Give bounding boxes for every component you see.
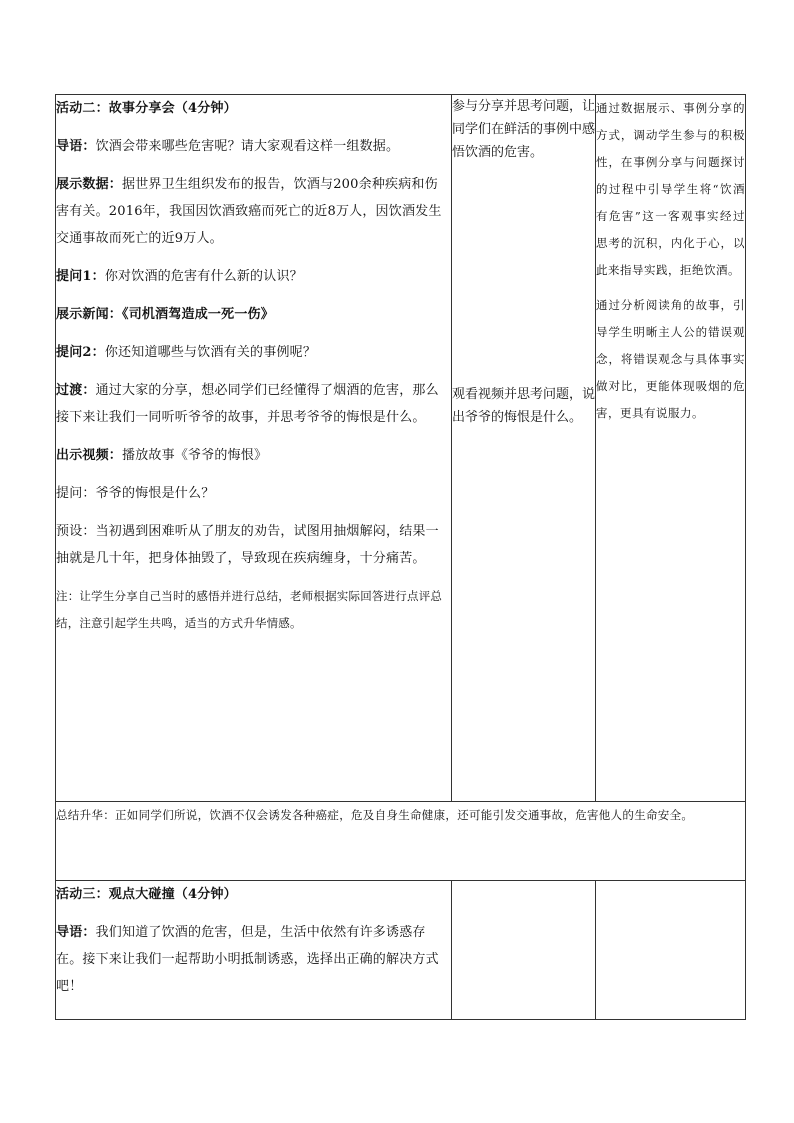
activity2-note: 注：让学生分享自己当时的感悟并进行总结，老师根据实际回答进行点评总结，注意引起学生共鸣，适当的方式升华情感。 xyxy=(56,589,443,630)
activity2-teacher-cell xyxy=(56,95,452,802)
activity2-data xyxy=(56,171,451,252)
student-activity-1: 参与分享并思考问题，让同学们在鲜活的事例中感悟饮酒的危害。 xyxy=(452,99,596,160)
spacer xyxy=(452,164,595,383)
activity2-student-cell xyxy=(452,95,596,802)
activity2-question3: 提问：爷爷的悔恨是什么？ xyxy=(56,486,215,501)
design-intent-2: 通过分析阅读角的故事，引导学生明晰主人公的错误观念，将错误观念与具体事实做对比，更能体现吸烟的危害，更具有说服力。 xyxy=(596,298,745,420)
lesson-plan-table xyxy=(55,94,746,1020)
activity2-row xyxy=(56,95,746,802)
transition-text: 通过大家的分享，想必同学们已经懂得了烟酒的危害，那么接下来让我们一同听听爷爷的故事，并思考爷爷的悔恨是什么。 xyxy=(56,383,439,425)
activity2-transition xyxy=(56,377,451,431)
activity2-intent-cell xyxy=(596,95,746,802)
intro-text: 饮酒会带来哪些危害呢？请大家观看这样一组数据。 xyxy=(95,139,400,154)
q2-label: 提问2： xyxy=(56,345,105,360)
q1-label: 提问1： xyxy=(56,269,105,284)
activity2-video xyxy=(56,442,451,469)
transition-label: 过渡： xyxy=(56,383,96,398)
activity2-news xyxy=(56,301,451,328)
data-text: 据世界卫生组织发布的报告，饮酒与200余种疾病和伤害有关。2016年，我国因饮酒致癌而死亡的近8万人，因饮酒发生交通事故而死亡的近9万人。 xyxy=(56,177,442,246)
intro-label: 导语： xyxy=(56,139,96,154)
video-text: 播放故事《爷爷的悔恨》 xyxy=(122,448,268,463)
activity3-intent-cell xyxy=(596,881,746,1020)
news-label: 展示新闻： xyxy=(56,307,123,322)
activity3-intro-label: 导语： xyxy=(56,925,96,940)
data-label: 展示数据： xyxy=(56,177,123,192)
q2-text: 你还知道哪些与饮酒有关的事例呢？ xyxy=(104,345,317,360)
q1-text: 你对饮酒的危害有什么新的认识？ xyxy=(104,269,303,284)
student-activity-2: 观看视频并思考问题，说出爷爷的悔恨是什么。 xyxy=(452,387,596,425)
activity2-question1 xyxy=(56,263,451,290)
activity3-title: 活动三：观点大碰撞（4分钟） xyxy=(56,887,237,902)
activity2-title: 活动二：故事分享会（4分钟） xyxy=(56,101,237,116)
activity3-intro xyxy=(56,919,451,1000)
activity2-question2 xyxy=(56,339,451,366)
activity2-preset: 预设：当初遇到困难听从了朋友的劝告，试图用抽烟解闷，结果一抽就是几十年，把身体抽毁了，导致现在疾病缠身，十分痛苦。 xyxy=(56,524,439,566)
video-label: 出示视频： xyxy=(56,448,123,463)
design-intent-1: 通过数据展示、事例分享的方式，调动学生参与的积极性，在事例分享与问题探讨的过程中引导学生将“饮酒有危害”这一客观事实经过思考的沉积，内化于心，以此来指导实践，拒绝饮酒。 xyxy=(596,101,745,277)
activity2-intro xyxy=(56,133,451,160)
summary-text: 总结升华：正如同学们所说，饮酒不仅会诱发各种癌症，危及自身生命健康，还可能引发交通事故，危害他人的生命安全。 xyxy=(56,802,746,881)
news-text: 《司机酒驾造成一死一伤》 xyxy=(122,307,274,322)
activity3-intro-text: 我们知道了饮酒的危害，但是，生活中依然有许多诱惑存在。接下来让我们一起帮助小明抵制诱惑，选择出正确的解决方式吧！ xyxy=(56,925,439,994)
activity3-teacher-cell xyxy=(56,881,452,1020)
activity3-student-cell xyxy=(452,881,596,1020)
activity3-row xyxy=(56,881,746,1020)
summary-row xyxy=(56,802,746,881)
